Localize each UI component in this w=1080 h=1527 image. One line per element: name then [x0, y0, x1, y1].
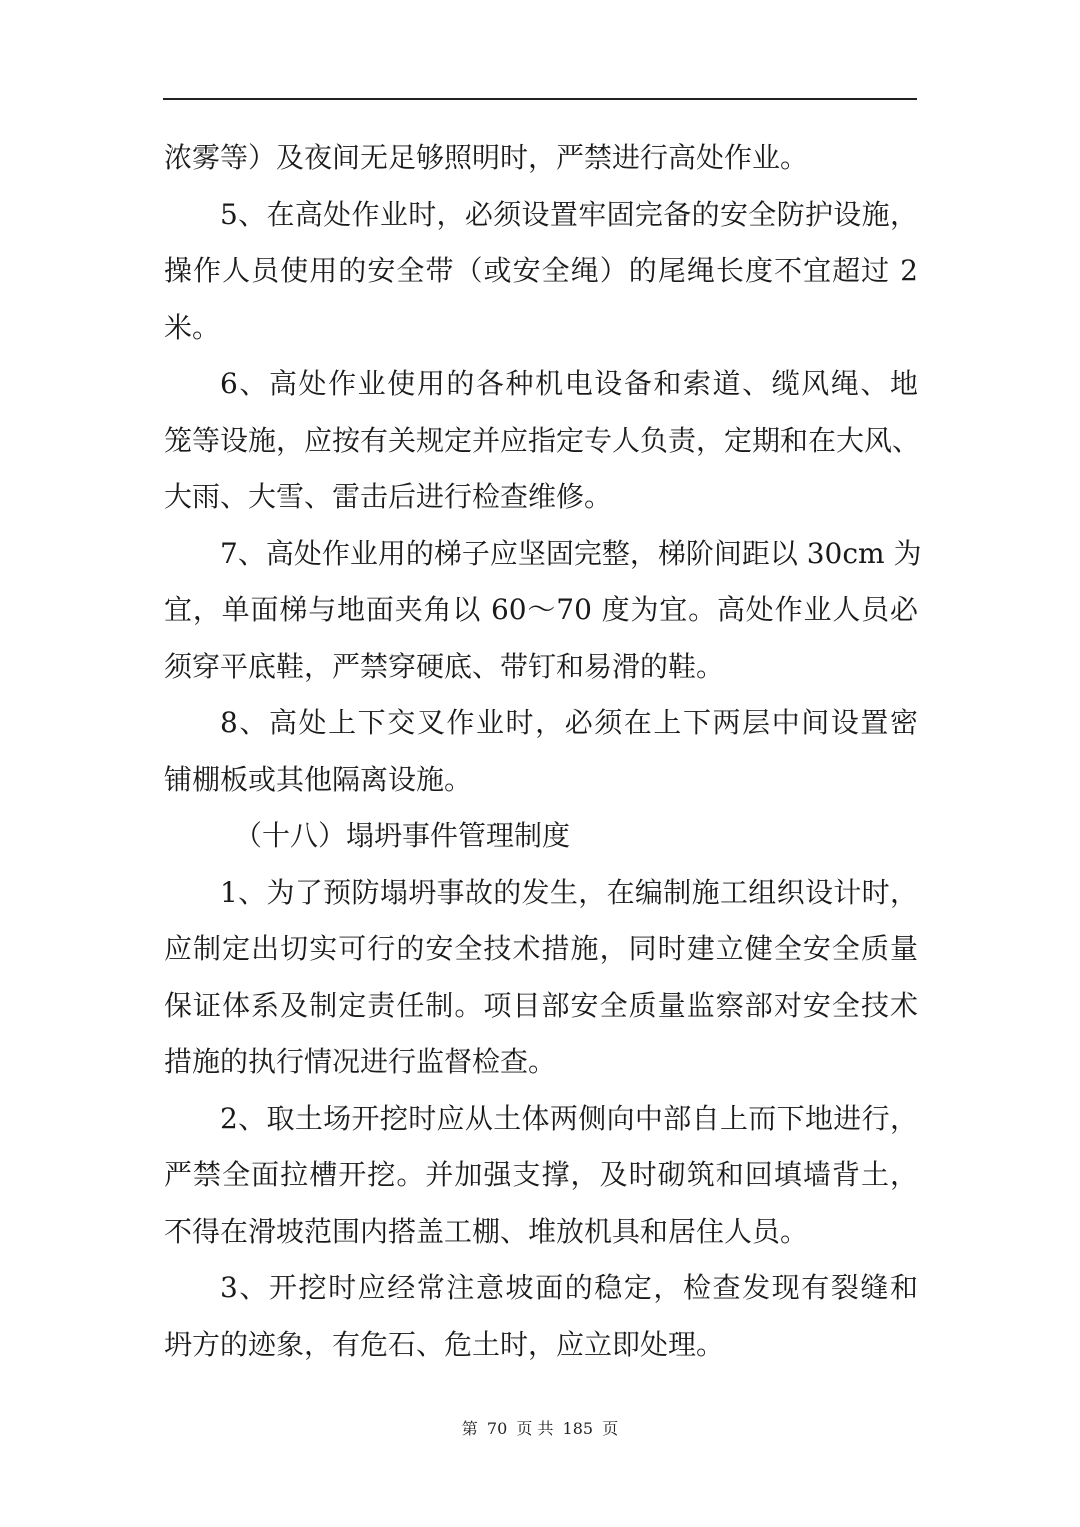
- text-line: 大雨、大雪、雷击后进行检查维修。: [164, 480, 613, 513]
- page-footer: [0, 1416, 1080, 1439]
- text-line: 米。: [164, 310, 221, 344]
- text-line: 坍方的迹象，有危石、危土时，应立即处理。: [164, 1327, 725, 1361]
- text-line: 宜，单面梯与地面夹角以 60～70 度为宜。高处作业人员必: [164, 593, 918, 626]
- footer-mid: 页 共: [516, 1419, 554, 1438]
- text-line: 8、高处上下交叉作业时，必须在上下两层中间设置密: [220, 706, 918, 739]
- footer-total-pages: 185: [562, 1419, 594, 1438]
- text-line: 铺棚板或其他隔离设施。: [164, 762, 473, 796]
- text-line: 应制定出切实可行的安全技术措施，同时建立健全安全质量: [164, 932, 918, 965]
- text-line: 2、取土场开挖时应从土体两侧向中部自上而下地进行，: [220, 1101, 918, 1135]
- body-text: [164, 130, 922, 1373]
- text-line: 严禁全面拉槽开挖。并加强支撑，及时砌筑和回填墙背土，: [164, 1158, 918, 1191]
- text-line: 7、高处作业用的梯子应坚固完整，梯阶间距以 30cm 为: [220, 536, 922, 570]
- text-line: 保证体系及制定责任制。项目部安全质量监察部对安全技术: [164, 988, 918, 1022]
- text-line: 3、开挖时应经常注意坡面的稳定，检查发现有裂缝和: [220, 1271, 918, 1304]
- text-line: 5、在高处作业时，必须设置牢固完备的安全防护设施，: [220, 197, 918, 231]
- text-line: 1、为了预防塌坍事故的发生，在编制施工组织设计时，: [220, 875, 918, 909]
- text-line: 措施的执行情况进行监督检查。: [164, 1045, 557, 1078]
- section-heading: （十八）塌坍事件管理制度: [234, 819, 571, 852]
- text-line: 6、高处作业使用的各种机电设备和索道、缆风绳、地: [220, 367, 918, 400]
- text-line: 浓雾等）及夜间无足够照明时，严禁进行高处作业。: [164, 141, 809, 174]
- text-line: 须穿平底鞋，严禁穿硬底、带钉和易滑的鞋。: [164, 649, 725, 683]
- footer-page-number: 70: [486, 1419, 508, 1438]
- text-line: 笼等设施，应按有关规定并应指定专人负责，定期和在大风、: [164, 423, 921, 457]
- footer-prefix: 第: [461, 1419, 478, 1438]
- text-line: 不得在滑坡范围内搭盖工棚、堆放机具和居住人员。: [164, 1214, 809, 1248]
- text-line: 操作人员使用的安全带（或安全绳）的尾绳长度不宜超过 2: [164, 254, 918, 287]
- header-rule: [163, 98, 917, 100]
- footer-suffix: 页: [602, 1419, 619, 1438]
